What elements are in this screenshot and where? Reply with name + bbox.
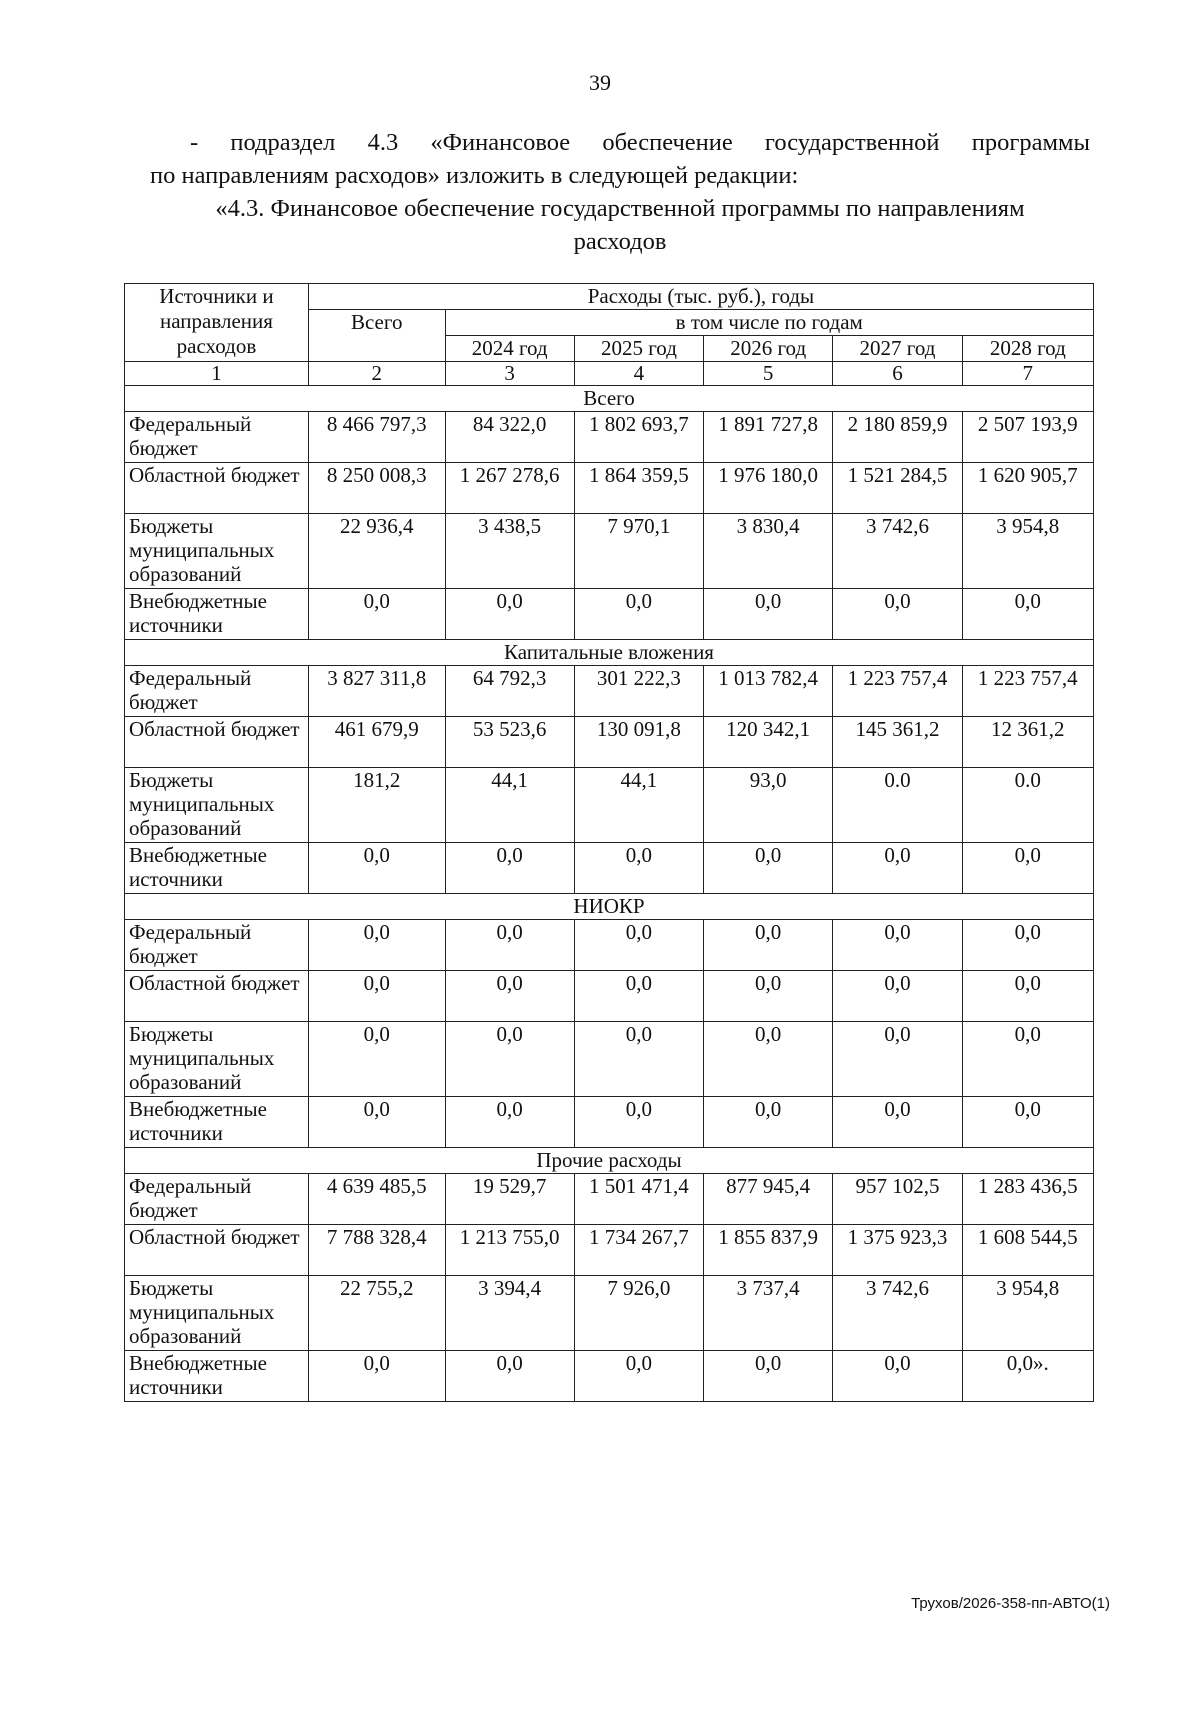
- table-cell: 0,0: [574, 1022, 703, 1097]
- table-cell: 0,0: [962, 1022, 1093, 1097]
- table-cell: 1 375 923,3: [833, 1225, 962, 1276]
- column-index: 4: [574, 362, 703, 386]
- section-heading-line-2: расходов: [573, 228, 667, 255]
- table-cell: 0,0: [704, 971, 833, 1022]
- table-cell: 44,1: [445, 768, 574, 843]
- document-footer-code: Трухов/2026-358-пп-АВТО(1): [911, 1595, 1110, 1612]
- table-row: [125, 1276, 1094, 1351]
- header-year: 2027 год: [833, 336, 962, 362]
- table-cell: 1 802 693,7: [574, 412, 703, 463]
- table-cell: 0,0: [962, 589, 1093, 640]
- table-cell: 0,0: [574, 843, 703, 894]
- section-title: Всего: [125, 386, 1094, 412]
- row-label: Бюджеты муниципальных образований: [125, 1022, 309, 1097]
- row-label: Бюджеты муниципальных образований: [125, 768, 309, 843]
- table-row: [125, 589, 1094, 640]
- table-cell: 301 222,3: [574, 666, 703, 717]
- table-cell: 1 267 278,6: [445, 463, 574, 514]
- table-row: [125, 1097, 1094, 1148]
- table-cell: 1 283 436,5: [962, 1174, 1093, 1225]
- row-label: Внебюджетные источники: [125, 589, 309, 640]
- table-row: [125, 717, 1094, 768]
- table-cell: 0,0: [704, 843, 833, 894]
- table-cell: 0,0: [962, 920, 1093, 971]
- table-cell: 3 742,6: [833, 1276, 962, 1351]
- table-cell: 0,0: [445, 971, 574, 1022]
- table-cell: 4 639 485,5: [308, 1174, 445, 1225]
- table-cell: 0,0: [704, 589, 833, 640]
- table-cell: 0,0: [308, 843, 445, 894]
- table-row: [125, 1225, 1094, 1276]
- table-cell: 19 529,7: [445, 1174, 574, 1225]
- table-cell: 0,0: [445, 920, 574, 971]
- table-cell: 3 827 311,8: [308, 666, 445, 717]
- table-cell: 957 102,5: [833, 1174, 962, 1225]
- table-cell: 1 864 359,5: [574, 463, 703, 514]
- row-label: Областной бюджет: [125, 971, 309, 1022]
- table-cell: 0,0: [308, 920, 445, 971]
- table-cell: 1 213 755,0: [445, 1225, 574, 1276]
- section-title: Прочие расходы: [125, 1148, 1094, 1174]
- table-cell: 461 679,9: [308, 717, 445, 768]
- table-cell: 145 361,2: [833, 717, 962, 768]
- table-cell: 0,0: [833, 971, 962, 1022]
- table-cell: 0,0: [962, 843, 1093, 894]
- table-cell: 0,0: [308, 589, 445, 640]
- table-cell: 22 936,4: [308, 514, 445, 589]
- column-index: 7: [962, 362, 1093, 386]
- table-row: [125, 768, 1094, 843]
- table-cell: 0,0: [574, 971, 703, 1022]
- section-heading: [150, 192, 1090, 258]
- table-cell: 1 013 782,4: [704, 666, 833, 717]
- table-cell: 130 091,8: [574, 717, 703, 768]
- table-cell: 0,0: [833, 920, 962, 971]
- header-year: 2028 год: [962, 336, 1093, 362]
- section-title: НИОКР: [125, 894, 1094, 920]
- table-cell: 3 742,6: [833, 514, 962, 589]
- header-year: 2026 год: [704, 336, 833, 362]
- table-cell: 0,0: [833, 589, 962, 640]
- row-label: Федеральный бюджет: [125, 666, 309, 717]
- row-label: Областной бюджет: [125, 463, 309, 514]
- table-row: [125, 1174, 1094, 1225]
- table-cell: 1 855 837,9: [704, 1225, 833, 1276]
- table-cell: 3 830,4: [704, 514, 833, 589]
- table-cell: 181,2: [308, 768, 445, 843]
- table-cell: 3 954,8: [962, 514, 1093, 589]
- table-cell: 0,0: [574, 1097, 703, 1148]
- header-expenses: Расходы (тыс. руб.), годы: [308, 284, 1093, 310]
- table-cell: 0,0: [574, 920, 703, 971]
- table-cell: 44,1: [574, 768, 703, 843]
- table-cell: 0,0: [308, 1097, 445, 1148]
- row-label: Внебюджетные источники: [125, 1351, 309, 1402]
- table-cell: 3 438,5: [445, 514, 574, 589]
- table-cell: 1 734 267,7: [574, 1225, 703, 1276]
- table-cell: 0,0: [308, 971, 445, 1022]
- table-cell: 1 976 180,0: [704, 463, 833, 514]
- table-cell: 0,0: [445, 1351, 574, 1402]
- table-cell: 0,0: [704, 920, 833, 971]
- table-cell: 2 180 859,9: [833, 412, 962, 463]
- table-cell: 0,0: [308, 1351, 445, 1402]
- header-sources: Источники и направления расходов: [125, 284, 309, 362]
- row-label: Федеральный бюджет: [125, 920, 309, 971]
- table-cell: 1 223 757,4: [962, 666, 1093, 717]
- table-cell: 0,0: [962, 1097, 1093, 1148]
- table-cell: 1 501 471,4: [574, 1174, 703, 1225]
- table-cell: 0,0: [445, 1097, 574, 1148]
- intro-line-1: - подраздел 4.3 «Финансовое обеспечение государственной программы: [190, 129, 1090, 156]
- table-cell: 93,0: [704, 768, 833, 843]
- page-number: 39: [589, 70, 611, 95]
- table-cell: 0,0: [704, 1022, 833, 1097]
- table-cell: 1 608 544,5: [962, 1225, 1093, 1276]
- table-cell: 8 250 008,3: [308, 463, 445, 514]
- table-cell: 7 926,0: [574, 1276, 703, 1351]
- row-label: Бюджеты муниципальных образований: [125, 514, 309, 589]
- row-label: Областной бюджет: [125, 717, 309, 768]
- table-cell: 0,0: [445, 589, 574, 640]
- table-cell: 0.0: [962, 768, 1093, 843]
- header-total: Всего: [308, 310, 445, 362]
- intro-line-2: по направлениям расходов» изложить в следующей редакции:: [150, 162, 799, 189]
- table-row: [125, 920, 1094, 971]
- table-cell: 64 792,3: [445, 666, 574, 717]
- column-index: 5: [704, 362, 833, 386]
- table-cell: 22 755,2: [308, 1276, 445, 1351]
- table-cell: 8 466 797,3: [308, 412, 445, 463]
- table-cell: 7 788 328,4: [308, 1225, 445, 1276]
- table-cell: 53 523,6: [445, 717, 574, 768]
- table-cell: 0,0: [962, 971, 1093, 1022]
- row-label: Федеральный бюджет: [125, 412, 309, 463]
- table-cell: 877 945,4: [704, 1174, 833, 1225]
- financing-table: [124, 283, 1094, 1402]
- table-row: [125, 463, 1094, 514]
- table-cell: 1 620 905,7: [962, 463, 1093, 514]
- table-cell: 1 223 757,4: [833, 666, 962, 717]
- table-cell: 3 954,8: [962, 1276, 1093, 1351]
- table-cell: 84 322,0: [445, 412, 574, 463]
- section-title: Капитальные вложения: [125, 640, 1094, 666]
- row-label: Федеральный бюджет: [125, 1174, 309, 1225]
- table-cell: 0,0: [704, 1097, 833, 1148]
- column-index: 6: [833, 362, 962, 386]
- table-cell: 0,0: [833, 843, 962, 894]
- table-row: [125, 971, 1094, 1022]
- header-year: 2025 год: [574, 336, 703, 362]
- table-row: [125, 1022, 1094, 1097]
- table-cell: 2 507 193,9: [962, 412, 1093, 463]
- column-index: 2: [308, 362, 445, 386]
- table-cell: 1 891 727,8: [704, 412, 833, 463]
- table-cell: 0,0: [574, 589, 703, 640]
- table-cell: 1 521 284,5: [833, 463, 962, 514]
- column-index: 3: [445, 362, 574, 386]
- table-cell: 0,0: [833, 1022, 962, 1097]
- table-cell: 0,0».: [962, 1351, 1093, 1402]
- table-cell: 0,0: [833, 1351, 962, 1402]
- table-cell: 0,0: [833, 1097, 962, 1148]
- table-cell: 3 394,4: [445, 1276, 574, 1351]
- column-index: 1: [125, 362, 309, 386]
- table-cell: 0,0: [574, 1351, 703, 1402]
- table-row: [125, 666, 1094, 717]
- table-cell: 12 361,2: [962, 717, 1093, 768]
- table-cell: 120 342,1: [704, 717, 833, 768]
- table-cell: 0,0: [445, 843, 574, 894]
- table-cell: 0.0: [833, 768, 962, 843]
- table-row: [125, 412, 1094, 463]
- header-by-year: в том числе по годам: [445, 310, 1093, 336]
- table-cell: 0,0: [445, 1022, 574, 1097]
- header-year: 2024 год: [445, 336, 574, 362]
- table-row: [125, 514, 1094, 589]
- table-cell: 0,0: [704, 1351, 833, 1402]
- table-row: [125, 1351, 1094, 1402]
- table-cell: 0,0: [308, 1022, 445, 1097]
- table-cell: 3 737,4: [704, 1276, 833, 1351]
- intro-paragraph: [150, 126, 1090, 258]
- table-row: [125, 843, 1094, 894]
- row-label: Внебюджетные источники: [125, 843, 309, 894]
- row-label: Внебюджетные источники: [125, 1097, 309, 1148]
- table-cell: 7 970,1: [574, 514, 703, 589]
- section-heading-line-1: «4.3. Финансовое обеспечение государственной программы по направлениям: [215, 195, 1025, 222]
- row-label: Областной бюджет: [125, 1225, 309, 1276]
- row-label: Бюджеты муниципальных образований: [125, 1276, 309, 1351]
